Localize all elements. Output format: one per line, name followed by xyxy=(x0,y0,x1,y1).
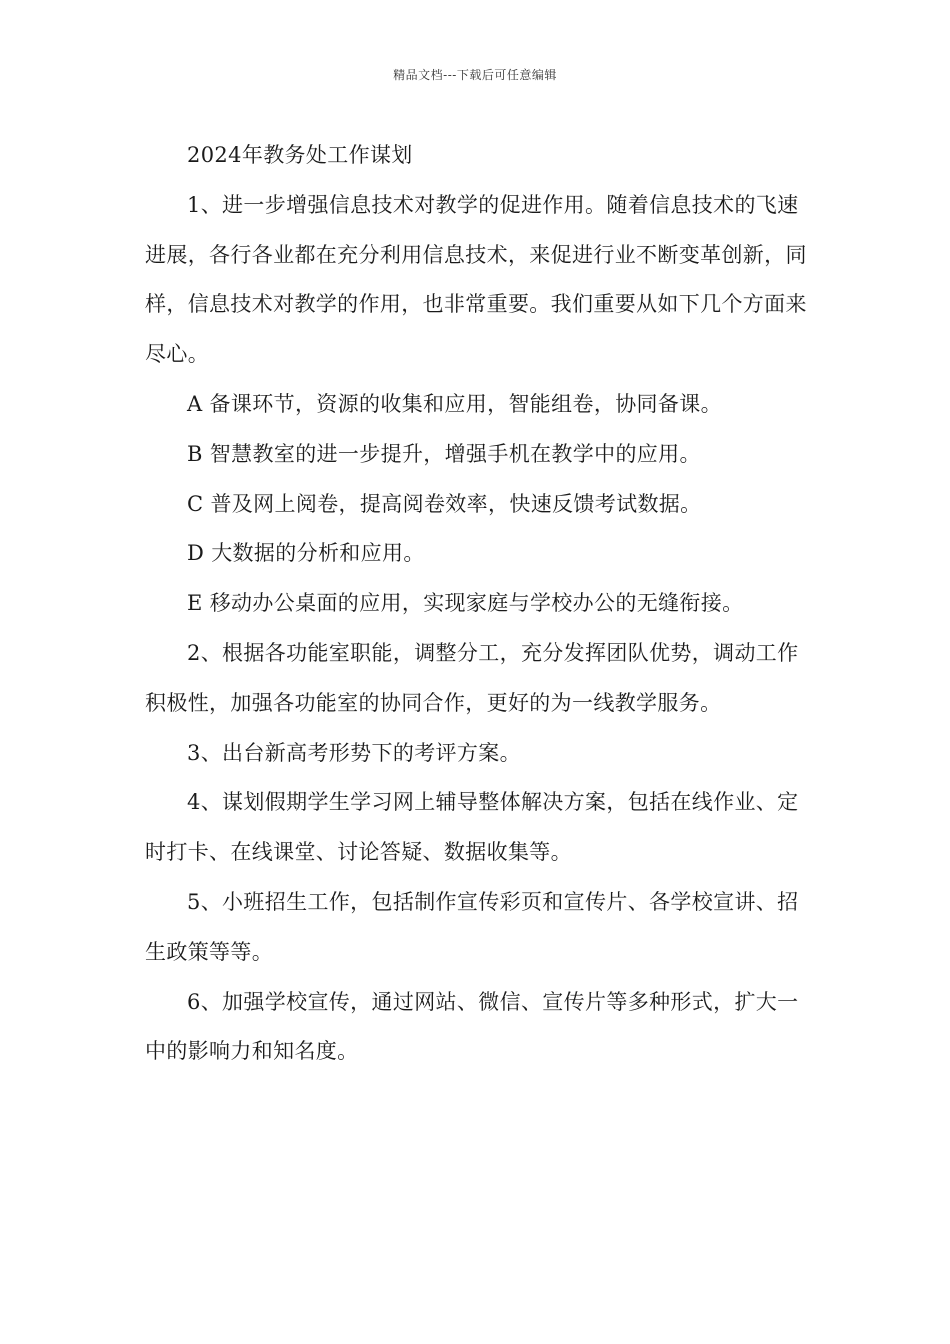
paragraph-item-c: C 普及网上阅卷，提高阅卷效率，快速反馈考试数据。 xyxy=(187,491,702,516)
paragraph-item-e: E 移动办公桌面的应用，实现家庭与学校办公的无缝衔接。 xyxy=(187,591,744,616)
paragraph-item-d: D 大数据的分析和应用。 xyxy=(187,541,425,566)
header-note: 精品文档---下载后可任意编辑 xyxy=(393,68,557,82)
paragraph-1: 1、进一步增强信息技术对教学的促进作用。随着信息技术的飞速进展，各行各业都在充分利用信息技术，来促进行业不断变革创新，同样，信息技术对教学的作用，也非常重要。我们重要从如下几个方面来尽心。 xyxy=(145,192,807,367)
document-body xyxy=(145,131,807,1077)
paragraph-6: 6、加强学校宣传，通过网站、微信、宣传片等多种形式，扩大一中的影响力和知名度。 xyxy=(145,989,799,1064)
paragraph-4: 4、谋划假期学生学习网上辅导整体解决方案，包括在线作业、定时打卡、在线课堂、讨论答疑、数据收集等。 xyxy=(145,790,799,865)
paragraph-3: 3、出台新高考形势下的考评方案。 xyxy=(187,740,521,765)
paragraph-item-a: A 备课环节，资源的收集和应用，智能组卷，协同备课。 xyxy=(187,391,722,416)
paragraph-item-b: B 智慧教室的进一步提升，增强手机在教学中的应用。 xyxy=(187,441,701,466)
paragraph-5: 5、小班招生工作，包括制作宣传彩页和宣传片、各学校宣讲、招生政策等等。 xyxy=(145,889,799,964)
paragraph-2: 2、根据各功能室职能，调整分工，充分发挥团队优势，调动工作积极性，加强各功能室的协同合作，更好的为一线教学服务。 xyxy=(145,640,799,715)
document-title: 2024年教务处工作谋划 xyxy=(187,143,413,167)
